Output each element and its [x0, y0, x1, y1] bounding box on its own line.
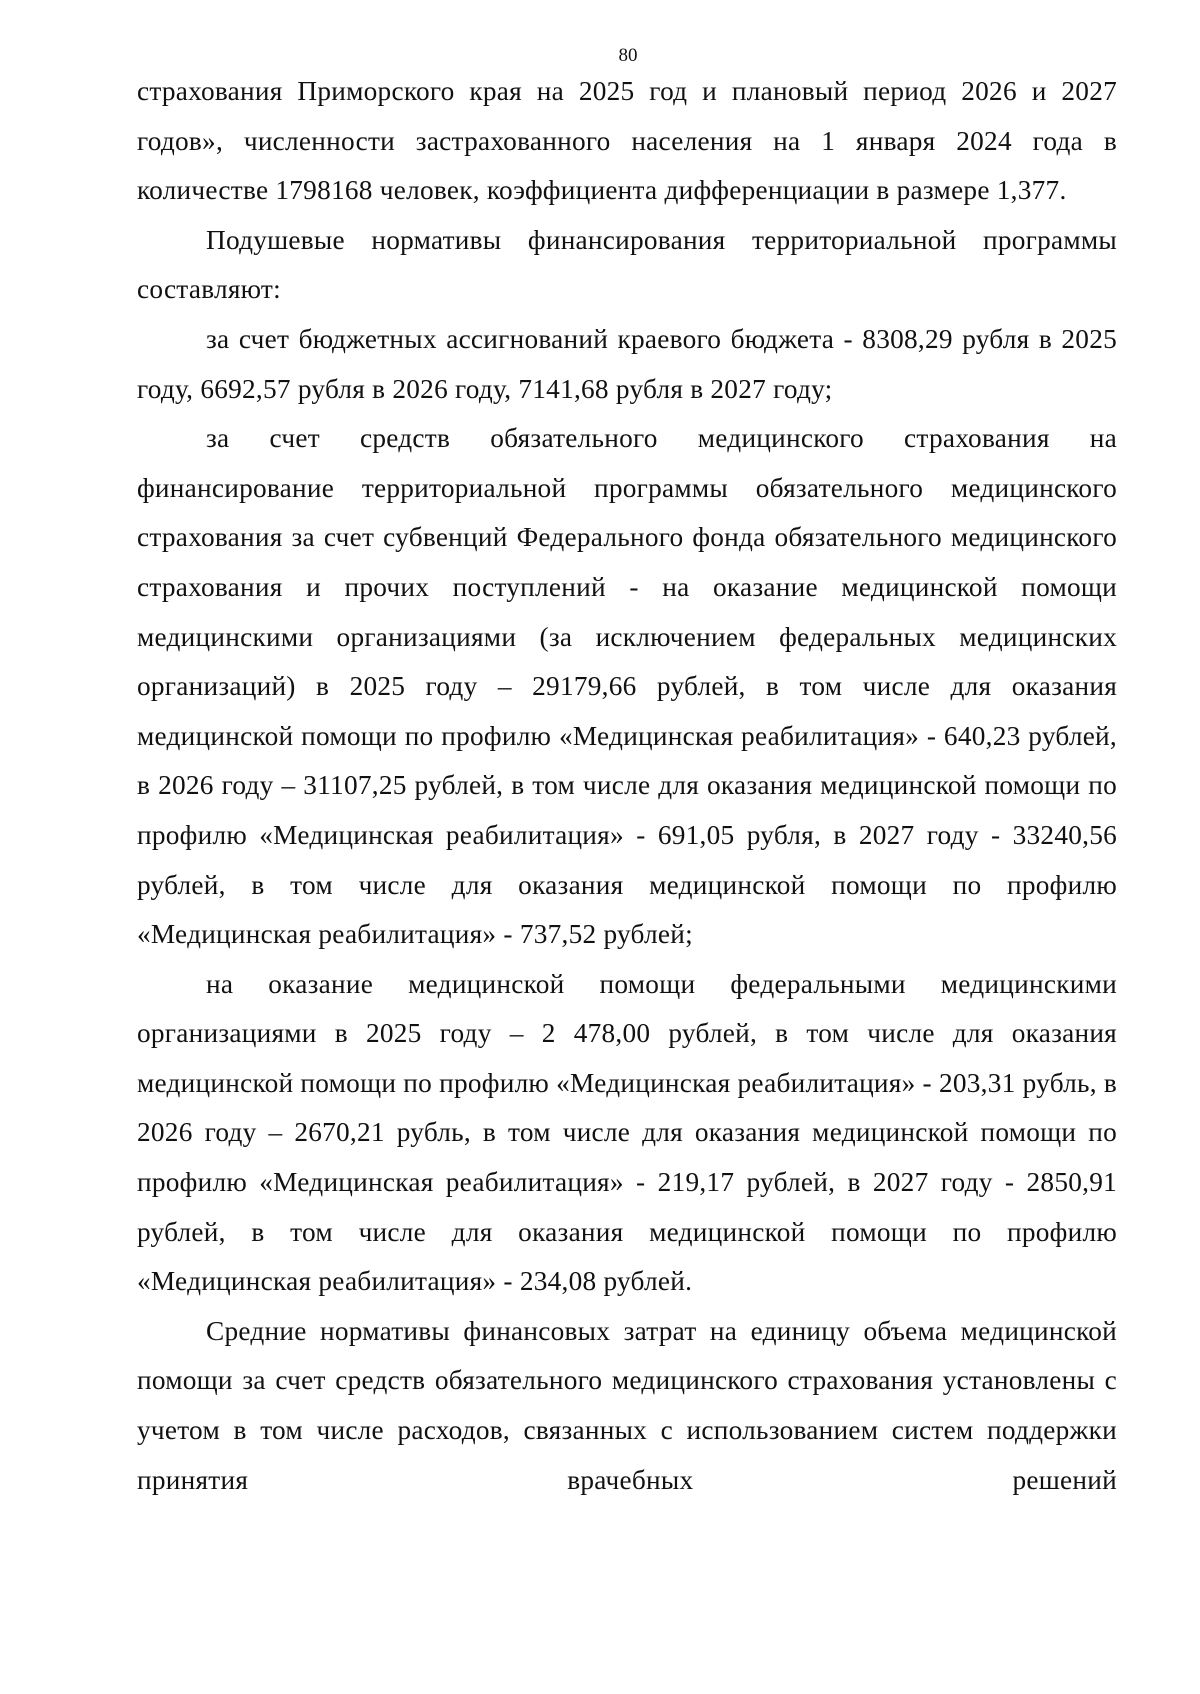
paragraph-per-capita-norms: Подушевые нормативы финансирования территориальной программы составляют:	[137, 224, 1117, 305]
document-body	[137, 67, 1117, 1505]
paragraph-oms-funds: за счет средств обязательного медицинского страхования на финансирование территориальной программы обязательного медицинского страхования за счет субвенций Федерального фонда обязательного медицинского страхования и прочих поступлений - на оказание медицинской помощи медицинскими организациями (за исключением федеральных медицинских организаций) в 2025 году – 29179,66 рублей, в том числе для оказания медицинской помощи по профилю «Медицинская реабилитация» - 640,23 рублей, в 2026 году – 31107,25 рублей, в том числе для оказания медицинской помощи по профилю «Медицинская реабилитация» - 691,05 рубля, в 2027 году - 33240,56 рублей, в том числе для оказания медицинской помощи по профилю «Медицинская реабилитация» - 737,52 рублей;	[137, 423, 1117, 950]
page-number: 80	[618, 45, 638, 66]
paragraph-federal-organizations: на оказание медицинской помощи федеральными медицинскими организациями в 2025 году – 2 478,00 рублей, в том числе для оказания медицинской помощи по профилю «Медицинская реабилитация» - 203,31 рубль, в 2026 году – 2670,21 рубль, в том числе для оказания медицинской помощи по профилю «Медицинская реабилитация» - 219,17 рублей, в 2027 году - 2850,91 рублей, в том числе для оказания медицинской помощи по профилю «Медицинская реабилитация» - 234,08 рублей.	[137, 968, 1118, 1297]
paragraph-continuation: страхования Приморского края на 2025 год и плановый период 2026 и 2027 годов», численности застрахованного населения на 1 января 2024 года в количестве 1798168 человек, коэффициента дифференциации в размере 1,377.	[137, 76, 1117, 206]
paragraph-average-cost-norms: Средние нормативы финансовых затрат на единицу объема медицинской помощи за счет средств обязательного медицинского страхования установлены с учетом в том числе расходов, связанных с использованием систем поддержки принятия врачебных решений	[137, 1315, 1117, 1495]
paragraph-regional-budget: за счет бюджетных ассигнований краевого бюджета - 8308,29 рубля в 2025 году, 6692,57 рубля в 2026 году, 7141,68 рубля в 2027 году;	[137, 323, 1117, 404]
